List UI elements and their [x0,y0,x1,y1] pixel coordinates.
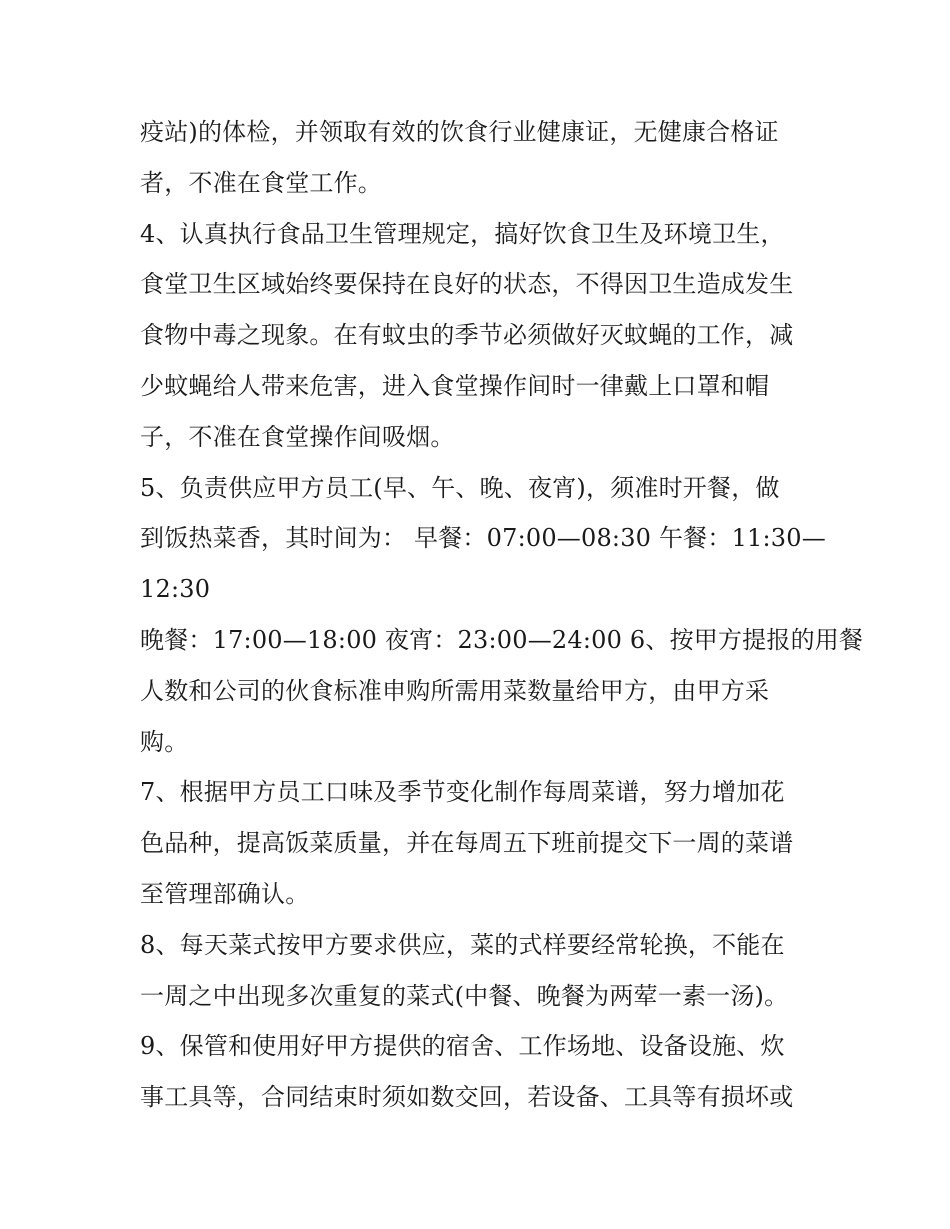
text-line-20: 事工具等，合同结束时须如数交回，若设备、工具等有损坏或 [140,1083,794,1112]
text-line-14: 7、根据甲方员工口味及季节变化制作每周菜谱，努力增加花 [140,778,785,807]
text-line-13: 购。 [140,727,189,756]
text-line-10: 12:30 [140,575,211,604]
text-line-1: 疫站)的体检，并领取有效的饮食行业健康证，无健康合格证 [140,118,779,146]
text-line-12: 人数和公司的伙食标准申购所需用菜数量给甲方，由甲方采 [140,676,770,705]
text-line-15: 色品种，提高饭菜质量，并在每周五下班前提交下一周的菜谱 [140,829,794,858]
text-line-4: 食堂卫生区域始终要保持在良好的状态，不得因卫生造成发生 [140,270,794,299]
text-line-18: 一周之中出现多次重复的菜式(中餐、晚餐为两荤一素一汤)。 [140,981,789,1010]
text-line-5: 食物中毒之现象。在有蚊虫的季节必须做好灭蚊蝇的工作，减 [140,321,794,350]
text-line-7: 子，不准在食堂操作间吸烟。 [140,422,455,451]
text-line-19: 9、保管和使用好甲方提供的宿舍、工作场地、设备设施、炊 [140,1032,785,1061]
text-line-3: 4、认真执行食品卫生管理规定，搞好饮食卫生及环境卫生， [140,219,785,248]
text-line-2: 者，不准在食堂工作。 [140,168,382,197]
text-line-16: 至管理部确认。 [140,879,310,908]
text-line-6: 少蚊蝇给人带来危害，进入食堂操作间时一律戴上口罩和帽 [140,371,770,400]
text-line-9: 到饭热菜香，其时间为： 早餐：07:00—08:30 午餐：11:30— [140,524,826,553]
text-line-8: 5、负责供应甲方员工(早、午、晚、夜宵)，须准时开餐，做 [140,473,780,502]
text-line-11: 晚餐：17:00—18:00 夜宵：23:00—24:00 6、按甲方提报的用餐 [140,625,864,654]
document-body [140,107,864,1123]
text-line-17: 8、每天菜式按甲方要求供应，菜的式样要经常轮换，不能在 [140,930,785,959]
